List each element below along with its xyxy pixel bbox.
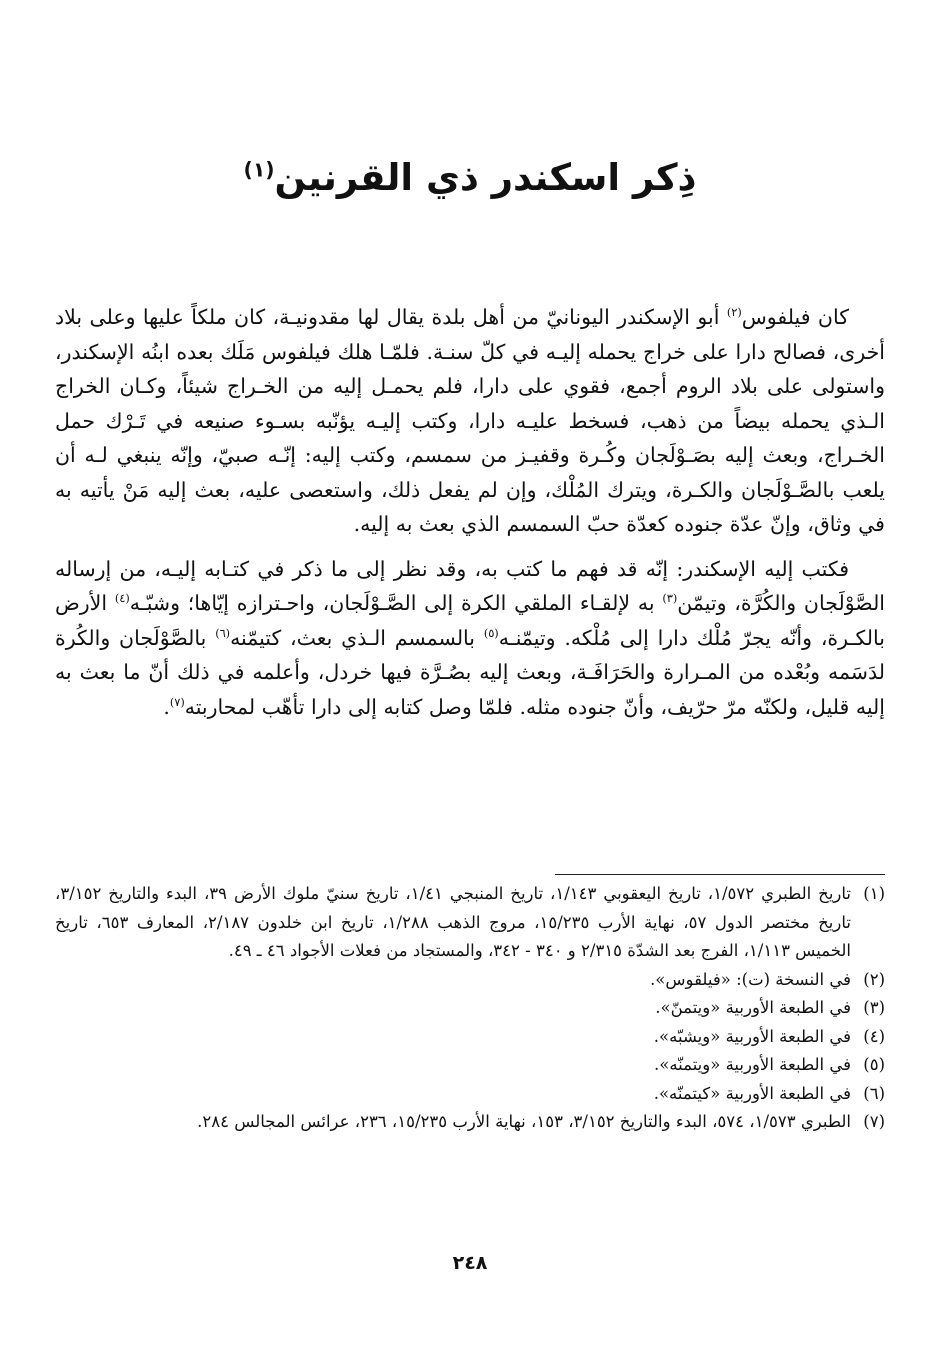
footnote-text: في النسخة (ت): «فيلقوس». [650, 969, 851, 989]
book-page [55, 0, 885, 1368]
footnote-marker: (٦) [215, 626, 231, 640]
footnote-marker: (٣) [662, 592, 678, 606]
chapter-title-text: ذِكر اسكندر ذي القرنين [274, 156, 697, 199]
text-segment: فكتب إليه الإسكندر: إنّه قد فهم ما كتب به، وقد نظر إلى ما ذكر في كتـابه إليـه، من إرساله الصَّوْلَجان والكُرَّة، وتيمّن [55, 556, 886, 615]
text-segment: بالسمسم الـذي بعث، كتيمّنه [230, 625, 484, 650]
text-segment: . [163, 694, 170, 719]
footnotes-list [55, 880, 885, 1137]
footnote-marker: (٢) [726, 306, 742, 320]
footnote-number: (٤) [863, 1026, 885, 1046]
paragraph-1 [55, 300, 885, 542]
footnote-7 [55, 1108, 885, 1137]
footnote-text: الطبري ١/٥٧٣، ٥٧٤، البدء والتاريخ ٣/١٥٢، ١٥٣، نهاية الأرب ١٥/٢٣٥، ٢٣٦، عرائس المجالس ٢٨٤. [197, 1112, 851, 1131]
footnote-text: في الطبعة الأوربية «ويتمنّه». [654, 1055, 851, 1074]
footnote-marker: (٧) [169, 695, 185, 709]
text-segment: كان فيلفوس [741, 305, 849, 329]
text-segment: به لإلقـاء الملقي الكرة إلى الصَّـوْلَجان، واحـترازه إيّاها؛ وشبّـه [129, 591, 663, 615]
footnote-4 [55, 1023, 885, 1052]
footnote-3 [55, 994, 885, 1023]
footnote-number: (٦) [863, 1083, 885, 1103]
footnote-text: تاريخ الطبري ١/٥٧٢، تاريخ اليعقوبي ١/١٤٣، تاريخ المنبجي ١/٤١، تاريخ سنيّ ملوك الأرض ٣٩، البدء والتاريخ ٣/١٥٢، تاريخ مختصر الدول ٥٧، نهاية الأرب ١٥/٢٣٥، مروج الذهب ١/٢٨٨، تاريخ ابن خلدون ٢/١٨٧، المعارف ٦٥٣، تاريخ الخميس ١/١١٣، الفرج بعد الشدّة ٢/٣١٥ و ٣٤٠ - ٣٤٢، والمستجاد من فعلات الأجواد ٤٦ ـ ٤٩. [55, 884, 852, 960]
footnote-marker: (١) [243, 157, 275, 182]
footnote-number: (١) [863, 884, 885, 903]
footnote-6 [55, 1080, 885, 1109]
footnote-marker: (٤) [114, 592, 130, 606]
footnote-number: (٢) [863, 969, 885, 989]
text-segment: الأرض بالكـرة، وأنّه يجرّ مُلْك دارا إلى مُلْكه. وتيمّنـه [55, 591, 886, 650]
footnote-number: (٥) [863, 1055, 885, 1074]
text-segment: أبو الإسكندر اليونانيّ من أهل بلدة يقال لها مقدونيـة، كان ملكاً عليها وعلى بلاد أخرى، فصالح دارا على خراج يحمله إليـه في كلّ سنـة. فلمّـا هلك فيلفوس مَلَك بعده ابنُه الإسكندر، واستولى على بلاد الروم أجمع، فقوي على دارا، فلم يحمـل إليه من الخـراج شيئاً، وكـان الخراج الـذي يحمله بيضاً من ذهب، فسخط عليـه دارا، وكتب إليـه يؤنّبه بسـوء صنيعه في تَـرْك حمل الخـراج، وبعث إليه بصَـوْلَجان وكُـرة وقفيـز من سمسم، وكتب إليه: إنّـه صبيّ، وإنّه ينبغي لـه أن يلعب بالصَّـوْلَجان والكـرة، ويترك المُلْك، وإن لم يفعل ذلك، واستعصى عليه، بعث إليه مَنْ يأتيه به في وثاق، وإنّ عدّة جنوده كعدّة حبّ السمسم الذي بعث به إليه. [55, 305, 885, 536]
body-text [55, 300, 885, 734]
footnote-number: (٣) [863, 998, 885, 1017]
footnote-1 [55, 880, 885, 966]
footnote-number: (٧) [863, 1112, 885, 1131]
paragraph-2 [55, 552, 885, 725]
page-number: ٢٤٨ [452, 1252, 488, 1274]
chapter-title [55, 148, 885, 208]
footnote-2 [55, 966, 885, 995]
footnote-5 [55, 1051, 885, 1080]
footnote-marker: (٥) [483, 626, 499, 640]
footnote-text: في الطبعة الأوربية «كيتمنّه». [653, 1083, 851, 1103]
footnote-text: في الطبعة الأوربية «ويشبّه». [653, 1026, 851, 1046]
text-segment: بالصَّوْلَجان والكُرة لدَسَمه وبُعْده من المـرارة والحَرَافَـة، وبعث إليه بصُـرَّة فيها خردل، وأعلمه في ذلك أنّ ما بعث به إليه قليل، ولكنّه مرّ حرّيف، وأنّ جنوده مثله. فلمّا وصل كتابه إلى دارا تأهّب لمحاربته [55, 625, 885, 719]
footnote-text: في الطبعة الأوربية «ويتمنّ». [655, 998, 851, 1017]
footnote-separator [555, 874, 885, 875]
